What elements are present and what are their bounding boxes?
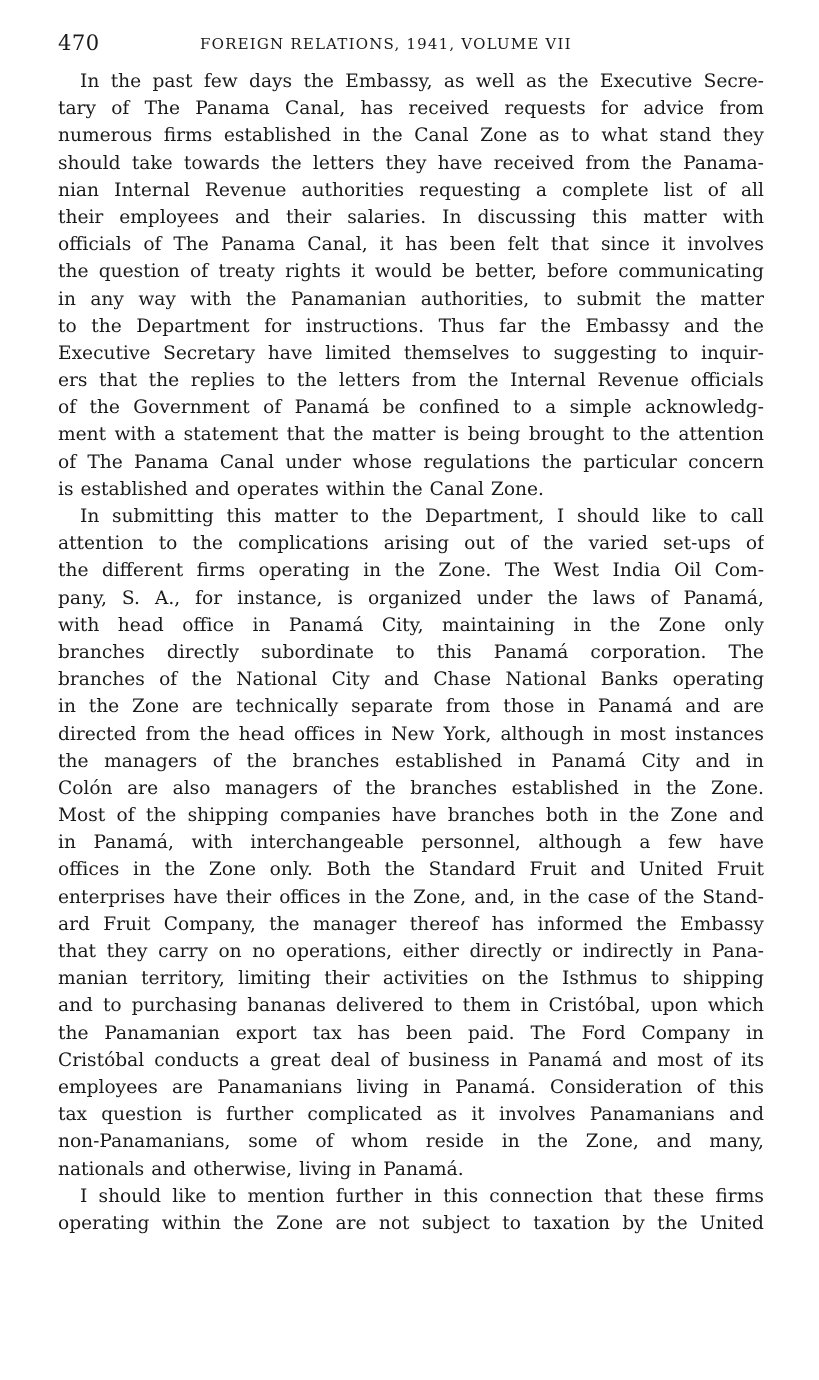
text-line: to the Department for instructions. Thus far the Embassy and the [58, 315, 764, 337]
text-line: ers that the replies to the letters from the Internal Revenue officials [58, 370, 764, 392]
text-line: Executive Secretary have limited themselves to suggesting to inquir- [58, 342, 764, 364]
text-line: directed from the head offices in New York, although in most instances [58, 723, 764, 745]
text-line: is established and operates within the Canal Zone. [58, 478, 544, 500]
text-line: operating within the Zone are not subject to taxation by the United [58, 1212, 764, 1234]
text-line: numerous firms established in the Canal Zone as to what stand they [58, 125, 764, 147]
text-line: in the Zone are technically separate from those in Panamá and are [58, 696, 764, 718]
text-line: the question of treaty rights it would be better, before communicating [58, 261, 764, 283]
text-line: that they carry on no operations, either directly or indirectly in Pana- [58, 941, 764, 962]
text-line: In the past few days the Embassy, as well as the Executive Secre- [80, 71, 764, 92]
text-line: enterprises have their offices in the Zone, and, in the case of the Stand- [58, 886, 764, 908]
text-line: tax question is further complicated as it involves Panamanians and [58, 1104, 764, 1126]
text-line: attention to the complications arising out of the varied set-ups of [58, 533, 764, 555]
running-head [58, 28, 764, 58]
text-line: offices in the Zone only. Both the Standard Fruit and United Fruit [58, 859, 764, 881]
text-line: with head office in Panamá City, maintaining in the Zone only [58, 614, 764, 636]
text-line: in Panamá, with interchangeable personnel, although a few have [58, 832, 764, 854]
page-number: 470 [58, 31, 100, 55]
text-line: pany, S. A., for instance, is organized under the laws of Panamá, [58, 587, 764, 609]
text-line: manian territory, limiting their activities on the Isthmus to shipping [58, 968, 764, 990]
text-line: In submitting this matter to the Department, I should like to call [80, 506, 764, 527]
text-line: their employees and their salaries. In discussing this matter with [58, 206, 764, 228]
body-text [58, 68, 764, 1237]
text-line: tary of The Panama Canal, has received requests for advice from [58, 98, 764, 120]
text-line: Most of the shipping companies have branches both in the Zone and [58, 805, 764, 827]
text-line: nationals and otherwise, living in Panamá. [58, 1158, 464, 1180]
text-line: the managers of the branches established in Panamá City and in [58, 750, 764, 772]
text-line: branches directly subordinate to this Panamá corporation. The [58, 641, 764, 663]
text-line: of The Panama Canal under whose regulations the particular concern [58, 451, 764, 473]
text-line: of the Government of Panamá be confined to a simple acknowledg- [58, 397, 764, 419]
text-line: branches of the National City and Chase National Banks operating [58, 669, 764, 691]
running-title: FOREIGN RELATIONS, 1941, VOLUME VII [200, 35, 572, 53]
text-line: the different firms operating in the Zone. The West India Oil Com- [58, 560, 764, 582]
text-line: ment with a statement that the matter is being brought to the attention [58, 424, 764, 446]
text-line: Colón are also managers of the branches established in the Zone. [58, 777, 764, 799]
text-line: I should like to mention further in this connection that these firms [80, 1185, 764, 1207]
text-line: non-Panamanians, some of whom reside in the Zone, and many, [58, 1131, 764, 1153]
text-line: employees are Panamanians living in Panamá. Consideration of this [58, 1076, 764, 1098]
text-line: and to purchasing bananas delivered to them in Cristóbal, upon which [58, 995, 764, 1017]
text-line: should take towards the letters they have received from the Panama- [58, 152, 764, 174]
text-line: officials of The Panama Canal, it has been felt that since it involves [58, 234, 764, 256]
text-line: Cristóbal conducts a great deal of business in Panamá and most of its [58, 1049, 764, 1071]
text-line: the Panamanian export tax has been paid. The Ford Company in [58, 1022, 764, 1044]
text-line: nian Internal Revenue authorities requesting a complete list of all [58, 179, 764, 201]
text-line: in any way with the Panamanian authorities, to submit the matter [58, 288, 764, 310]
text-line: ard Fruit Company, the manager thereof has informed the Embassy [58, 913, 764, 935]
